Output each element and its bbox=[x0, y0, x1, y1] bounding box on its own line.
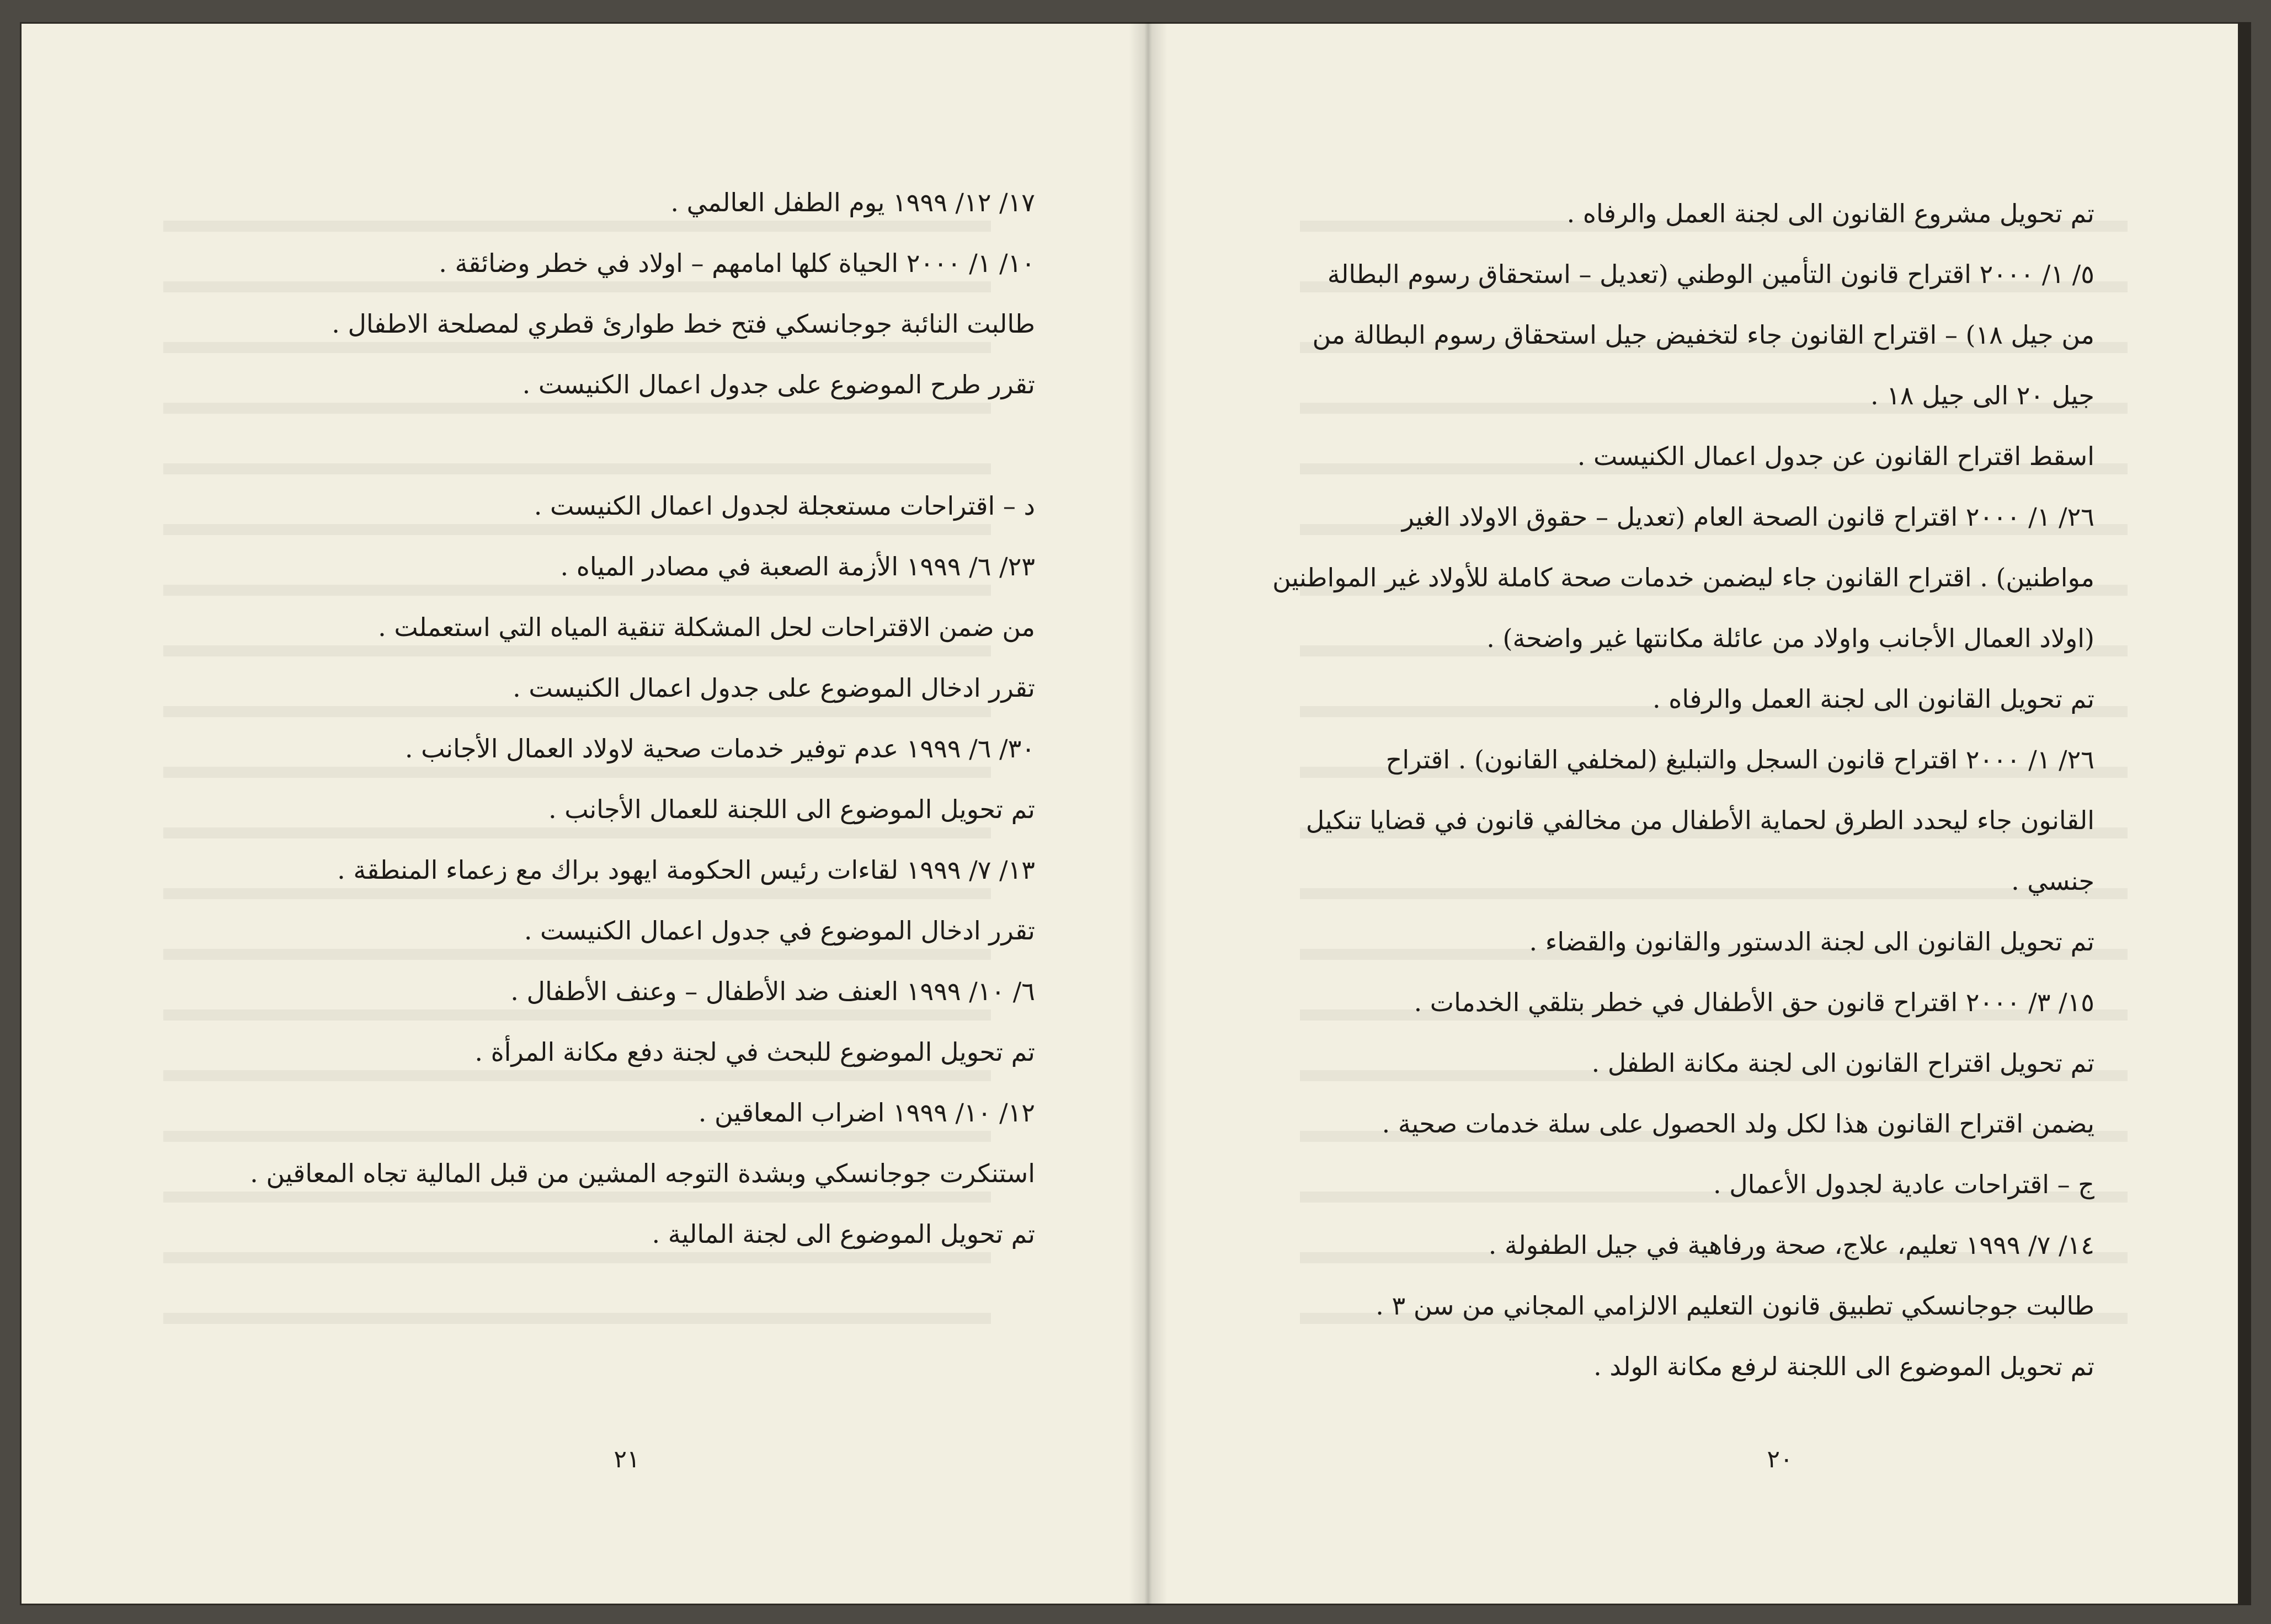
text-line: تقرر طرح الموضوع على جدول اعمال الكنيست . bbox=[522, 370, 1035, 399]
text-line: تقرر ادخال الموضوع على جدول اعمال الكنيست . bbox=[513, 673, 1035, 703]
text-line: تقرر ادخال الموضوع في جدول اعمال الكنيست . bbox=[524, 916, 1035, 945]
paragraph-gap bbox=[86, 415, 1035, 476]
text-line: يضمن اقتراح القانون هذا لكل ولد الحصول على سلة خدمات صحية . bbox=[1382, 1109, 2094, 1139]
text-line: ١٠/ ١/ ٢٠٠٠ الحياة كلها امامهم – اولاد في خطر وضائقة . bbox=[439, 248, 1035, 278]
page-number: ٢٠ bbox=[1767, 1445, 1793, 1473]
text-line: تم تحويل الموضوع الى اللجنة للعمال الأجانب . bbox=[548, 794, 1035, 824]
section-heading: د – اقتراحات مستعجلة لجدول اعمال الكنيست . bbox=[534, 491, 1035, 521]
text-line: تم تحويل القانون الى لجنة الدستور والقانون والقضاء . bbox=[1529, 927, 2094, 957]
text-line: ١٧/ ١٢/ ١٩٩٩ يوم الطفل العالمي . bbox=[670, 188, 1035, 217]
text-line: طالبت النائبة جوجانسكي فتح خط طوارئ قطري لمصلحة الاطفال . bbox=[332, 309, 1035, 339]
page-number: ٢١ bbox=[614, 1445, 640, 1473]
text-line: ١٤/ ٧/ ١٩٩٩ تعليم، علاج، صحة ورفاهية في جيل الطفولة . bbox=[1488, 1230, 2094, 1260]
text-line: ٢٦/ ١/ ٢٠٠٠ اقتراح قانون السجل والتبليغ (لمخلفي القانون) . اقتراح bbox=[1385, 745, 2094, 774]
text-line: ١٥/ ٣/ ٢٠٠٠ اقتراح قانون حق الأطفال في خطر بتلقي الخدمات . bbox=[1414, 987, 2094, 1017]
text-line: استنكرت جوجانسكي وبشدة التوجه المشين من قبل المالية تجاه المعاقين . bbox=[250, 1158, 1035, 1188]
text-line: ٥/ ١/ ٢٠٠٠ اقتراح قانون التأمين الوطني (تعديل – استحقاق رسوم البطالة bbox=[1327, 259, 2094, 289]
text-line: تم تحويل مشروع القانون الى لجنة العمل والرفاه . bbox=[1566, 199, 2094, 228]
left-page bbox=[20, 22, 1145, 1605]
text-line: ٦/ ١٠/ ١٩٩٩ العنف ضد الأطفال – وعنف الأطفال . bbox=[510, 976, 1035, 1006]
text-line: تم تحويل الموضوع الى اللجنة لرفع مكانة الولد . bbox=[1593, 1351, 2094, 1381]
text-line: ١٣/ ٧/ ١٩٩٩ لقاءات رئيس الحكومة ايهود براك مع زعماء المنطقة . bbox=[337, 855, 1035, 885]
scan-frame-edge bbox=[2238, 22, 2251, 1605]
text-line: ٣٠/ ٦/ ١٩٩٩ عدم توفير خدمات صحية لاولاد العمال الأجانب . bbox=[404, 734, 1035, 763]
text-line: من جيل ١٨) – اقتراح القانون جاء لتخفيض جيل استحقاق رسوم البطالة من bbox=[1312, 320, 2094, 350]
text-line: طالبت جوجانسكي تطبيق قانون التعليم الالزامي المجاني من سن ٣ . bbox=[1376, 1291, 2094, 1321]
text-line: جيل ٢٠ الى جيل ١٨ . bbox=[1870, 381, 2094, 410]
right-page bbox=[1156, 22, 2238, 1605]
text-line: القانون جاء ليحدد الطرق لحماية الأطفال من مخالفي قانون في قضايا تنكيل bbox=[1305, 805, 2094, 835]
text-line: تم تحويل الموضوع الى لجنة المالية . bbox=[652, 1219, 1035, 1249]
text-line: تم تحويل اقتراح القانون الى لجنة مكانة الطفل . bbox=[1591, 1048, 2094, 1078]
right-page-body bbox=[1201, 183, 2094, 1397]
text-line: تم تحويل الموضوع للبحث في لجنة دفع مكانة المرأة . bbox=[475, 1037, 1035, 1067]
text-line: تم تحويل القانون الى لجنة العمل والرفاه . bbox=[1652, 684, 2094, 714]
section-heading: ج – اقتراحات عادية لجدول الأعمال . bbox=[1713, 1169, 2094, 1199]
text-line: اسقط اقتراح القانون عن جدول اعمال الكنيست . bbox=[1577, 441, 2094, 471]
text-line: ٢٦/ ١/ ٢٠٠٠ اقتراح قانون الصحة العام (تعديل – حقوق الاولاد الغير bbox=[1401, 502, 2094, 532]
text-line: ١٢/ ١٠/ ١٩٩٩ اضراب المعاقين . bbox=[698, 1098, 1035, 1128]
left-page-body bbox=[86, 172, 1035, 1264]
text-line: مواطنين) . اقتراح القانون جاء ليضمن خدمات صحة كاملة للأولاد غير المواطنين bbox=[1272, 563, 2094, 592]
text-line: (اولاد العمال الأجانب واولاد من عائلة مكانتها غير واضحة) . bbox=[1486, 623, 2094, 653]
text-line: ٢٣/ ٦/ ١٩٩٩ الأزمة الصعبة في مصادر المياه . bbox=[560, 552, 1035, 581]
text-line: جنسي . bbox=[2011, 866, 2094, 896]
book-spread bbox=[20, 22, 2251, 1605]
text-line: من ضمن الاقتراحات لحل المشكلة تنقية المياه التي استعملت . bbox=[378, 612, 1035, 642]
